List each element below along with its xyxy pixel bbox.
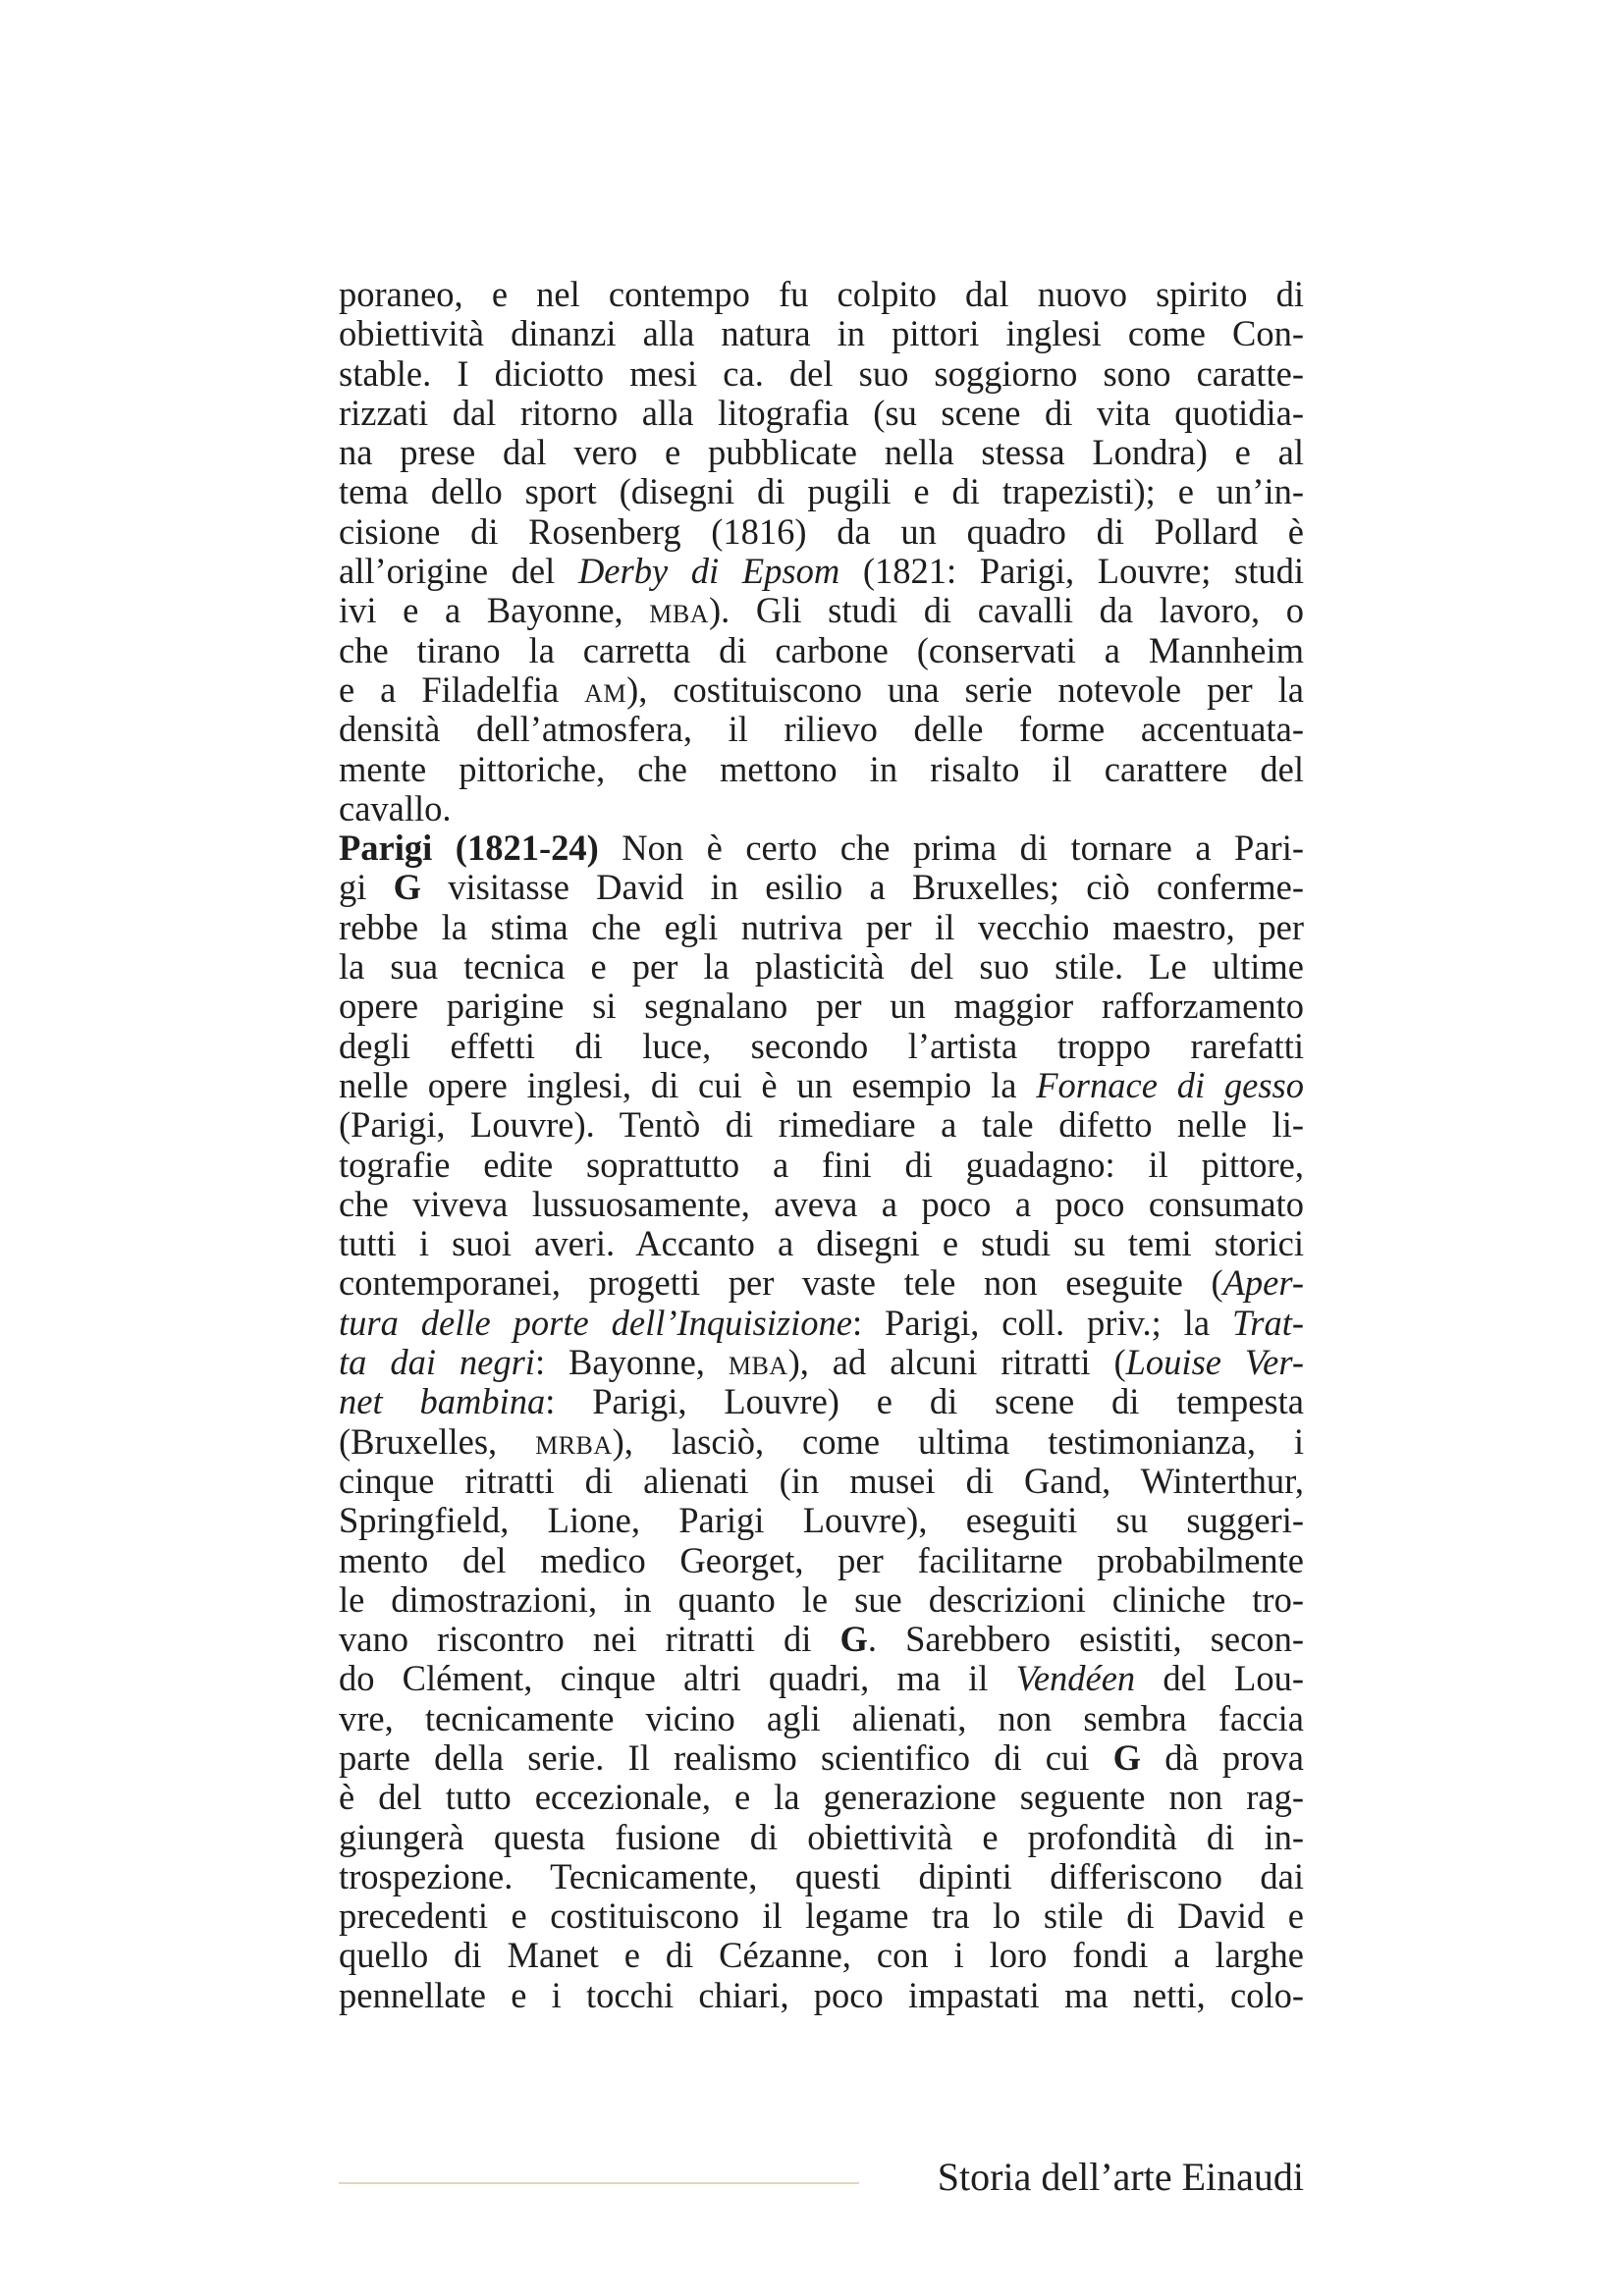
text-span: densità dell’atmosfera, il rilievo delle forme accentuata- [339, 709, 1304, 750]
text-span: nelle opere inglesi, di cui è un esempio la [339, 1064, 1037, 1105]
text-span: gi [339, 867, 394, 908]
body-text [339, 275, 1304, 2015]
text-line [339, 1066, 1304, 1105]
text-line [339, 1659, 1304, 1698]
text-span: rizzati dal ritorno alla litografia (su scene di vita quotidia- [339, 392, 1304, 433]
text-span: quello di Manet e di Cézanne, con i loro fondi a larghe [339, 1935, 1304, 1976]
text-line [339, 394, 1304, 433]
text-line [339, 1580, 1304, 1620]
text-span: vano riscontro nei ritratti di [339, 1619, 840, 1660]
text-line [339, 789, 1304, 828]
bold-span: G [839, 1619, 868, 1660]
text-span: cisione di Rosenberg (1816) da un quadro di Pollard è [339, 510, 1304, 552]
text-span: parte della serie. Il realismo scientifico di cui [339, 1736, 1113, 1778]
text-line [339, 1185, 1304, 1224]
text-span: le dimostrazioni, in quanto le sue descrizioni cliniche tro- [339, 1578, 1304, 1620]
smallcaps-span: am [584, 668, 627, 710]
text-line [339, 828, 1304, 868]
text-line [339, 1936, 1304, 1975]
text-line [339, 1027, 1304, 1066]
text-span: (Bruxelles, [339, 1420, 536, 1462]
text-span: . Sarebbero esistiti, secon- [867, 1619, 1304, 1660]
smallcaps-span: mrba [535, 1420, 613, 1462]
text-span: ), costituiscono una serie notevole per la [626, 668, 1304, 710]
text-span: mente pittoriche, che mettono in risalto il carattere del [339, 748, 1304, 789]
italic-span: Aper- [1222, 1262, 1304, 1304]
smallcaps-span: mba [649, 590, 710, 631]
text-line [339, 354, 1304, 394]
text-line [339, 472, 1304, 511]
text-span: che tirano la carretta di carbone (conservati a Mannheim [339, 629, 1304, 670]
footer-rule [339, 2182, 859, 2184]
text-line [339, 1382, 1304, 1421]
text-span: Springfield, Lione, Parigi Louvre), eseguiti su suggeri- [339, 1500, 1304, 1541]
text-span: precedenti e costituiscono il legame tra lo stile di David e [339, 1896, 1304, 1937]
bold-span: Parigi (1821-24) [339, 828, 599, 869]
text-span: trospezione. Tecnicamente, questi dipinti differiscono dai [339, 1855, 1304, 1896]
italic-span: Louise Ver- [1125, 1342, 1304, 1383]
text-span: poraneo, e nel contempo fu colpito dal nuovo spirito di [339, 274, 1304, 314]
text-span: (Parigi, Louvre). Tentò di rimediare a tale difetto nelle li- [339, 1104, 1304, 1146]
text-span: all’origine del [339, 551, 578, 592]
text-line [339, 1146, 1304, 1185]
text-line [339, 631, 1304, 670]
text-span: dà prova [1141, 1736, 1304, 1778]
text-span: : Parigi, coll. priv.; la [851, 1302, 1232, 1343]
text-span: : Bayonne, [534, 1342, 729, 1383]
text-span: : Parigi, Louvre) e di scene di tempesta [545, 1381, 1304, 1422]
text-line [339, 275, 1304, 314]
text-span: visitasse David in esilio a Bruxelles; ciò confermе- [421, 867, 1304, 908]
text-span: pennellate e i tocchi chiari, poco impastati ma netti, colo- [339, 1974, 1304, 2015]
text-span: do Clément, cinque altri quadri, ma il [339, 1658, 1016, 1699]
text-span: mento del medico Georget, per facilitarne probabilmente [339, 1539, 1304, 1580]
text-span: contemporanei, progetti per vaste tele non eseguite ( [339, 1262, 1223, 1304]
text-span: Non è certo che prima di tornare a Pari- [598, 828, 1304, 869]
text-span: ). Gli studi di cavalli da lavoro, o [709, 590, 1304, 631]
bold-span: G [1112, 1736, 1142, 1778]
text-span: tografie edite soprattutto a fini di guadagno: il pittore, [339, 1144, 1304, 1185]
text-line [339, 1224, 1304, 1263]
text-span: stable. I diciotto mesi ca. del suo soggiorno sono caratte- [339, 352, 1304, 394]
text-line [339, 512, 1304, 552]
text-line [339, 868, 1304, 907]
footer-title: Storia dell’arte Einaudi [937, 2155, 1304, 2199]
text-span: na prese dal vero e pubblicate nella stessa Londra) e al [339, 432, 1304, 473]
text-span: cavallo. [339, 787, 452, 828]
text-span: (1821: Parigi, Louvre; studi [839, 551, 1304, 592]
text-line [339, 1738, 1304, 1778]
text-line [339, 1896, 1304, 1936]
text-line [339, 1818, 1304, 1857]
text-line [339, 1778, 1304, 1817]
italic-span: Derby di Epsom [577, 551, 840, 592]
text-line [339, 314, 1304, 353]
italic-span: Vendéen [1015, 1658, 1136, 1699]
text-line [339, 1105, 1304, 1145]
text-span: giungerà questa fusione di obiettività e profondità di in- [339, 1816, 1304, 1857]
text-span: degli effetti di luce, secondo l’artista troppo rarefatti [339, 1025, 1304, 1066]
text-span: ), ad alcuni ritratti ( [787, 1342, 1126, 1383]
text-line [339, 1620, 1304, 1659]
text-span: cinque ritratti di alienati (in musei di Gand, Winterthur, [339, 1460, 1304, 1501]
text-line [339, 1304, 1304, 1343]
italic-span: ta dai negri [339, 1342, 535, 1383]
text-span: obiettività dinanzi alla natura in pittori inglesi come Con- [339, 313, 1304, 354]
text-line [339, 908, 1304, 947]
text-span: che viveva lussuosamente, aveva a poco a poco consumato [339, 1183, 1304, 1224]
text-span: e a Filadelfia [339, 668, 585, 710]
text-line [339, 710, 1304, 749]
text-line [339, 670, 1304, 710]
text-line [339, 1263, 1304, 1303]
text-line [339, 1422, 1304, 1462]
text-line [339, 1541, 1304, 1580]
text-line [339, 987, 1304, 1026]
text-line [339, 552, 1304, 591]
bold-span: G [393, 867, 422, 908]
italic-span: tura delle porte dell’Inquisizione [339, 1302, 852, 1343]
text-line [339, 947, 1304, 987]
text-span: la sua tecnica e per la plasticità del suo stile. Le ultime [339, 946, 1304, 988]
text-line [339, 1501, 1304, 1540]
text-line [339, 1699, 1304, 1738]
text-span: tema dello sport (disegni di pugili e di trapezisti); e un’in- [339, 471, 1304, 512]
text-line [339, 750, 1304, 789]
text-line [339, 1976, 1304, 2015]
text-span: opere parigine si segnalano per un maggior rafforzamento [339, 986, 1304, 1027]
text-span: vre, tecnicamente vicino agli alienati, non sembra faccia [339, 1697, 1304, 1738]
text-line [339, 1857, 1304, 1896]
italic-span: Fornace di gesso [1036, 1064, 1304, 1105]
text-span: del Lou- [1135, 1658, 1305, 1699]
text-line [339, 1343, 1304, 1382]
italic-span: Trat- [1231, 1302, 1305, 1343]
italic-span: net bambina [339, 1381, 546, 1422]
text-span: ivi e a Bayonne, [339, 590, 650, 631]
text-line [339, 591, 1304, 630]
text-span: ), lasciò, come ultima testimonianza, i [612, 1420, 1304, 1462]
text-line [339, 433, 1304, 472]
text-span: tutti i suoi averi. Accanto a disegni e studi su temi storici [339, 1223, 1304, 1264]
text-span: è del tutto eccezionale, e la generazione seguente non rag- [339, 1777, 1304, 1818]
text-line [339, 1462, 1304, 1501]
smallcaps-span: mba [728, 1342, 788, 1383]
text-span: rebbe la stima che egli nutriva per il vecchio maestro, per [339, 906, 1304, 947]
